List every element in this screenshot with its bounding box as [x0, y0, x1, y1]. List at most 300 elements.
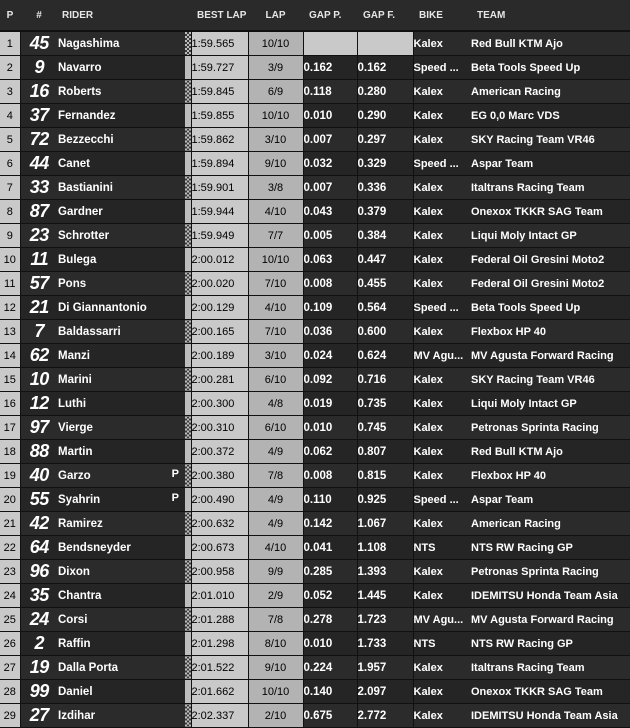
rider-name [58, 104, 185, 128]
rider-number: 21 [20, 296, 58, 320]
table-row[interactable] [0, 608, 630, 632]
bike-manufacturer: Kalex [413, 320, 471, 344]
gap-first: 0.384 [357, 224, 413, 248]
bike-manufacturer: Kalex [413, 704, 471, 728]
rider-name-label: Baldassarri [58, 325, 121, 338]
best-lap-time: 2:00.012 [191, 248, 248, 272]
rider-name-label: Di Giannantonio [58, 301, 147, 314]
team-name: Petronas Sprinta Racing [471, 416, 630, 440]
position-cell: 12 [0, 296, 20, 320]
bike-manufacturer: Speed ... [413, 296, 471, 320]
rider-name-label: Marini [58, 373, 92, 386]
team-name: Onexox TKKR SAG Team [471, 200, 630, 224]
pit-flag: P [171, 468, 179, 480]
lap-count: 4/8 [248, 392, 303, 416]
team-name: Petronas Sprinta Racing [471, 560, 630, 584]
lap-count: 6/9 [248, 80, 303, 104]
rider-name-label: Canet [58, 157, 90, 170]
bike-manufacturer: Kalex [413, 272, 471, 296]
best-lap-time: 2:00.673 [191, 536, 248, 560]
rider-number: 62 [20, 344, 58, 368]
gap-first: 1.108 [357, 536, 413, 560]
table-row[interactable] [0, 344, 630, 368]
gap-first: 1.723 [357, 608, 413, 632]
rider-name [58, 368, 185, 392]
rider-name-label: Dixon [58, 565, 90, 578]
gap-first: 0.455 [357, 272, 413, 296]
lap-count: 8/10 [248, 632, 303, 656]
rider-name [58, 512, 185, 536]
gap-previous: 0.142 [303, 512, 357, 536]
rider-name-label: Corsi [58, 613, 88, 626]
gap-previous: 0.036 [303, 320, 357, 344]
team-name: American Racing [471, 512, 630, 536]
team-name: Aspar Team [471, 152, 630, 176]
bike-manufacturer: Speed ... [413, 152, 471, 176]
rider-name [58, 31, 185, 56]
rider-number: 2 [20, 632, 58, 656]
header-bike[interactable]: BIKE [413, 0, 471, 31]
rider-name [58, 656, 185, 680]
table-row[interactable] [0, 632, 630, 656]
lap-count: 9/9 [248, 560, 303, 584]
position-cell: 25 [0, 608, 20, 632]
rider-number: 96 [20, 560, 58, 584]
team-name: NTS RW Racing GP [471, 632, 630, 656]
rider-name [58, 680, 185, 704]
table-row[interactable] [0, 464, 630, 488]
gap-previous: 0.140 [303, 680, 357, 704]
header-gap-first[interactable]: GAP F. [357, 0, 413, 31]
rider-name [58, 536, 185, 560]
rider-name [58, 248, 185, 272]
gap-previous: 0.032 [303, 152, 357, 176]
gap-previous: 0.024 [303, 344, 357, 368]
team-name: Flexbox HP 40 [471, 464, 630, 488]
position-cell: 27 [0, 656, 20, 680]
position-cell: 1 [0, 31, 20, 56]
gap-previous: 0.062 [303, 440, 357, 464]
gap-first: 1.067 [357, 512, 413, 536]
header-gap-previous[interactable]: GAP P. [303, 0, 357, 31]
rider-name-label: Navarro [58, 61, 102, 74]
position-cell: 24 [0, 584, 20, 608]
bike-manufacturer: Kalex [413, 80, 471, 104]
rider-name [58, 56, 185, 80]
bike-manufacturer: NTS [413, 536, 471, 560]
position-cell: 3 [0, 80, 20, 104]
gap-first: 0.162 [357, 56, 413, 80]
rider-name [58, 200, 185, 224]
position-cell: 20 [0, 488, 20, 512]
rider-name-label: Izdihar [58, 709, 96, 722]
rider-number: 9 [20, 56, 58, 80]
best-lap-time: 2:01.010 [191, 584, 248, 608]
bike-manufacturer: Speed ... [413, 56, 471, 80]
team-name: Red Bull KTM Ajo [471, 31, 630, 56]
gap-first: 0.716 [357, 368, 413, 392]
rider-name-label: Garzo [58, 469, 91, 482]
gap-first: 1.957 [357, 656, 413, 680]
gap-first: 1.445 [357, 584, 413, 608]
team-name: SKY Racing Team VR46 [471, 368, 630, 392]
best-lap-time: 1:59.949 [191, 224, 248, 248]
rider-name [58, 128, 185, 152]
gap-previous: 0.019 [303, 392, 357, 416]
lap-count: 10/10 [248, 680, 303, 704]
rider-number: 27 [20, 704, 58, 728]
bike-manufacturer: Kalex [413, 512, 471, 536]
best-lap-time: 2:00.165 [191, 320, 248, 344]
gap-first: 0.925 [357, 488, 413, 512]
best-lap-time: 1:59.727 [191, 56, 248, 80]
rider-name [58, 464, 185, 488]
gap-previous [303, 31, 357, 56]
table-row[interactable] [0, 440, 630, 464]
bike-manufacturer: Kalex [413, 464, 471, 488]
table-row[interactable] [0, 392, 630, 416]
header-lap[interactable]: LAP [248, 0, 303, 31]
rider-number: 40 [20, 464, 58, 488]
rider-number: 57 [20, 272, 58, 296]
best-lap-time: 1:59.855 [191, 104, 248, 128]
gap-first: 1.733 [357, 632, 413, 656]
team-name: IDEMITSU Honda Team Asia [471, 584, 630, 608]
gap-first: 0.807 [357, 440, 413, 464]
rider-number: 72 [20, 128, 58, 152]
bike-manufacturer: Kalex [413, 392, 471, 416]
rider-name-label: Schrotter [58, 229, 110, 242]
team-name: Italtrans Racing Team [471, 656, 630, 680]
gap-previous: 0.008 [303, 464, 357, 488]
rider-name [58, 632, 185, 656]
best-lap-time: 1:59.862 [191, 128, 248, 152]
position-cell: 19 [0, 464, 20, 488]
position-cell: 21 [0, 512, 20, 536]
lap-count: 3/8 [248, 176, 303, 200]
team-name: Beta Tools Speed Up [471, 296, 630, 320]
bike-manufacturer: Kalex [413, 128, 471, 152]
lap-count: 7/8 [248, 464, 303, 488]
rider-name [58, 272, 185, 296]
gap-previous: 0.005 [303, 224, 357, 248]
header-team[interactable]: TEAM [471, 0, 630, 31]
table-row[interactable] [0, 80, 630, 104]
rider-number: 37 [20, 104, 58, 128]
table-row[interactable] [0, 488, 630, 512]
rider-number: 42 [20, 512, 58, 536]
table-row[interactable] [0, 560, 630, 584]
rider-number: 87 [20, 200, 58, 224]
gap-first: 0.280 [357, 80, 413, 104]
rider-name [58, 296, 185, 320]
lap-count: 4/10 [248, 296, 303, 320]
best-lap-time: 1:59.845 [191, 80, 248, 104]
best-lap-time: 2:01.298 [191, 632, 248, 656]
position-cell: 11 [0, 272, 20, 296]
gap-previous: 0.010 [303, 416, 357, 440]
lap-count: 9/10 [248, 656, 303, 680]
best-lap-time: 2:01.288 [191, 608, 248, 632]
rider-name [58, 584, 185, 608]
bike-manufacturer: MV Agu... [413, 608, 471, 632]
position-cell: 29 [0, 704, 20, 728]
gap-first [357, 31, 413, 56]
team-name: Flexbox HP 40 [471, 320, 630, 344]
header-best-lap[interactable]: BEST LAP [191, 0, 248, 31]
table-row[interactable] [0, 512, 630, 536]
team-name: Onexox TKKR SAG Team [471, 680, 630, 704]
rider-name-label: Gardner [58, 205, 103, 218]
lap-count: 10/10 [248, 248, 303, 272]
best-lap-time: 2:00.189 [191, 344, 248, 368]
rider-number: 45 [20, 31, 58, 56]
table-row[interactable] [0, 296, 630, 320]
best-lap-time: 2:00.310 [191, 416, 248, 440]
position-cell: 14 [0, 344, 20, 368]
rider-name [58, 224, 185, 248]
gap-first: 0.447 [357, 248, 413, 272]
lap-count: 9/10 [248, 152, 303, 176]
rider-name-label: Nagashima [58, 37, 120, 50]
lap-count: 3/10 [248, 128, 303, 152]
rider-name-label: Dalla Porta [58, 661, 119, 674]
lap-count: 7/8 [248, 608, 303, 632]
lap-count: 10/10 [248, 31, 303, 56]
rider-number: 7 [20, 320, 58, 344]
best-lap-time: 2:00.632 [191, 512, 248, 536]
gap-previous: 0.285 [303, 560, 357, 584]
rider-number: 24 [20, 608, 58, 632]
gap-previous: 0.162 [303, 56, 357, 80]
rider-name-label: Bulega [58, 253, 97, 266]
table-row[interactable] [0, 704, 630, 728]
gap-first: 0.815 [357, 464, 413, 488]
gap-previous: 0.118 [303, 80, 357, 104]
table-row[interactable] [0, 368, 630, 392]
header-rider[interactable]: RIDER [58, 0, 185, 31]
table-row[interactable] [0, 176, 630, 200]
rider-name-label: Raffin [58, 637, 91, 650]
best-lap-time: 2:01.522 [191, 656, 248, 680]
best-lap-time: 1:59.894 [191, 152, 248, 176]
team-name: Liqui Moly Intact GP [471, 392, 630, 416]
lap-count: 4/9 [248, 440, 303, 464]
best-lap-time: 2:00.129 [191, 296, 248, 320]
position-cell: 4 [0, 104, 20, 128]
gap-previous: 0.092 [303, 368, 357, 392]
position-cell: 18 [0, 440, 20, 464]
pit-flag: P [171, 492, 179, 504]
best-lap-time: 1:59.565 [191, 31, 248, 56]
best-lap-time: 1:59.944 [191, 200, 248, 224]
rider-name-label: Bastianini [58, 181, 113, 194]
rider-number: 35 [20, 584, 58, 608]
rider-name [58, 608, 185, 632]
gap-previous: 0.675 [303, 704, 357, 728]
rider-number: 55 [20, 488, 58, 512]
position-cell: 17 [0, 416, 20, 440]
rider-name [58, 80, 185, 104]
rider-name [58, 416, 185, 440]
bike-manufacturer: Kalex [413, 560, 471, 584]
position-cell: 22 [0, 536, 20, 560]
team-name: Beta Tools Speed Up [471, 56, 630, 80]
rider-number: 12 [20, 392, 58, 416]
position-cell: 13 [0, 320, 20, 344]
lap-count: 4/9 [248, 512, 303, 536]
lap-count: 2/9 [248, 584, 303, 608]
team-name: IDEMITSU Honda Team Asia [471, 704, 630, 728]
team-name: Federal Oil Gresini Moto2 [471, 272, 630, 296]
rider-number: 19 [20, 656, 58, 680]
rider-number: 64 [20, 536, 58, 560]
header-position[interactable]: P [0, 0, 20, 31]
team-name: MV Agusta Forward Racing [471, 344, 630, 368]
gap-first: 1.393 [357, 560, 413, 584]
team-name: Liqui Moly Intact GP [471, 224, 630, 248]
gap-first: 2.772 [357, 704, 413, 728]
table-row[interactable] [0, 248, 630, 272]
lap-count: 3/9 [248, 56, 303, 80]
gap-first: 0.600 [357, 320, 413, 344]
bike-manufacturer: Kalex [413, 656, 471, 680]
table-row[interactable] [0, 536, 630, 560]
rider-name [58, 344, 185, 368]
team-name: EG 0,0 Marc VDS [471, 104, 630, 128]
table-row[interactable] [0, 584, 630, 608]
best-lap-time: 2:00.958 [191, 560, 248, 584]
team-name: Federal Oil Gresini Moto2 [471, 248, 630, 272]
bike-manufacturer: NTS [413, 632, 471, 656]
gap-first: 0.624 [357, 344, 413, 368]
rider-name-label: Luthi [58, 397, 87, 410]
rider-name-label: Ramirez [58, 517, 103, 530]
lap-count: 7/7 [248, 224, 303, 248]
gap-previous: 0.008 [303, 272, 357, 296]
gap-previous: 0.278 [303, 608, 357, 632]
rider-name [58, 488, 185, 512]
gap-previous: 0.052 [303, 584, 357, 608]
rider-number: 33 [20, 176, 58, 200]
position-cell: 23 [0, 560, 20, 584]
position-cell: 2 [0, 56, 20, 80]
rider-name-label: Roberts [58, 85, 102, 98]
rider-number: 88 [20, 440, 58, 464]
rider-number: 23 [20, 224, 58, 248]
lap-count: 6/10 [248, 368, 303, 392]
lap-count: 3/10 [248, 344, 303, 368]
team-name: MV Agusta Forward Racing [471, 608, 630, 632]
bike-manufacturer: Kalex [413, 584, 471, 608]
gap-previous: 0.007 [303, 128, 357, 152]
table-row[interactable] [0, 320, 630, 344]
gap-first: 0.379 [357, 200, 413, 224]
position-cell: 15 [0, 368, 20, 392]
table-row[interactable] [0, 656, 630, 680]
team-name: NTS RW Racing GP [471, 536, 630, 560]
lap-count: 4/10 [248, 200, 303, 224]
table-row[interactable] [0, 224, 630, 248]
rider-name [58, 176, 185, 200]
team-name: American Racing [471, 80, 630, 104]
lap-count: 6/10 [248, 416, 303, 440]
bike-manufacturer: Kalex [413, 680, 471, 704]
table-row[interactable] [0, 272, 630, 296]
rider-number: 97 [20, 416, 58, 440]
rider-name-label: Daniel [58, 685, 93, 698]
best-lap-time: 2:00.300 [191, 392, 248, 416]
position-cell: 8 [0, 200, 20, 224]
gap-previous: 0.109 [303, 296, 357, 320]
rider-name-label: Bendsneyder [58, 541, 131, 554]
gap-previous: 0.043 [303, 200, 357, 224]
lap-count: 4/9 [248, 488, 303, 512]
rider-name [58, 704, 185, 728]
position-cell: 9 [0, 224, 20, 248]
rider-name [58, 560, 185, 584]
gap-first: 0.336 [357, 176, 413, 200]
team-name: SKY Racing Team VR46 [471, 128, 630, 152]
bike-manufacturer: Kalex [413, 224, 471, 248]
table-row[interactable] [0, 104, 630, 128]
table-row[interactable] [0, 152, 630, 176]
table-row[interactable] [0, 200, 630, 224]
gap-previous: 0.063 [303, 248, 357, 272]
table-row[interactable] [0, 416, 630, 440]
gap-previous: 0.110 [303, 488, 357, 512]
header-number[interactable]: # [20, 0, 58, 31]
table-row[interactable] [0, 31, 630, 56]
team-name: Aspar Team [471, 488, 630, 512]
gap-previous: 0.010 [303, 104, 357, 128]
gap-first: 0.564 [357, 296, 413, 320]
position-cell: 28 [0, 680, 20, 704]
gap-first: 0.297 [357, 128, 413, 152]
bike-manufacturer: Kalex [413, 31, 471, 56]
best-lap-time: 2:02.337 [191, 704, 248, 728]
rider-name [58, 392, 185, 416]
bike-manufacturer: MV Agu... [413, 344, 471, 368]
lap-count: 7/10 [248, 272, 303, 296]
position-cell: 7 [0, 176, 20, 200]
gap-first: 0.745 [357, 416, 413, 440]
bike-manufacturer: Kalex [413, 176, 471, 200]
rider-name-label: Pons [58, 277, 87, 290]
position-cell: 26 [0, 632, 20, 656]
team-name: Red Bull KTM Ajo [471, 440, 630, 464]
bike-manufacturer: Kalex [413, 416, 471, 440]
best-lap-time: 2:00.372 [191, 440, 248, 464]
table-header-row [0, 0, 630, 31]
table-row[interactable] [0, 56, 630, 80]
rider-name-label: Manzi [58, 349, 90, 362]
lap-count: 10/10 [248, 104, 303, 128]
table-row[interactable] [0, 680, 630, 704]
gap-previous: 0.041 [303, 536, 357, 560]
table-row[interactable] [0, 128, 630, 152]
bike-manufacturer: Kalex [413, 440, 471, 464]
best-lap-time: 1:59.901 [191, 176, 248, 200]
rider-name-label: Vierge [58, 421, 93, 434]
gap-first: 0.329 [357, 152, 413, 176]
lap-count: 4/10 [248, 536, 303, 560]
rider-name-label: Fernandez [58, 109, 116, 122]
best-lap-time: 2:00.380 [191, 464, 248, 488]
gap-previous: 0.007 [303, 176, 357, 200]
rider-number: 11 [20, 248, 58, 272]
rider-name [58, 152, 185, 176]
